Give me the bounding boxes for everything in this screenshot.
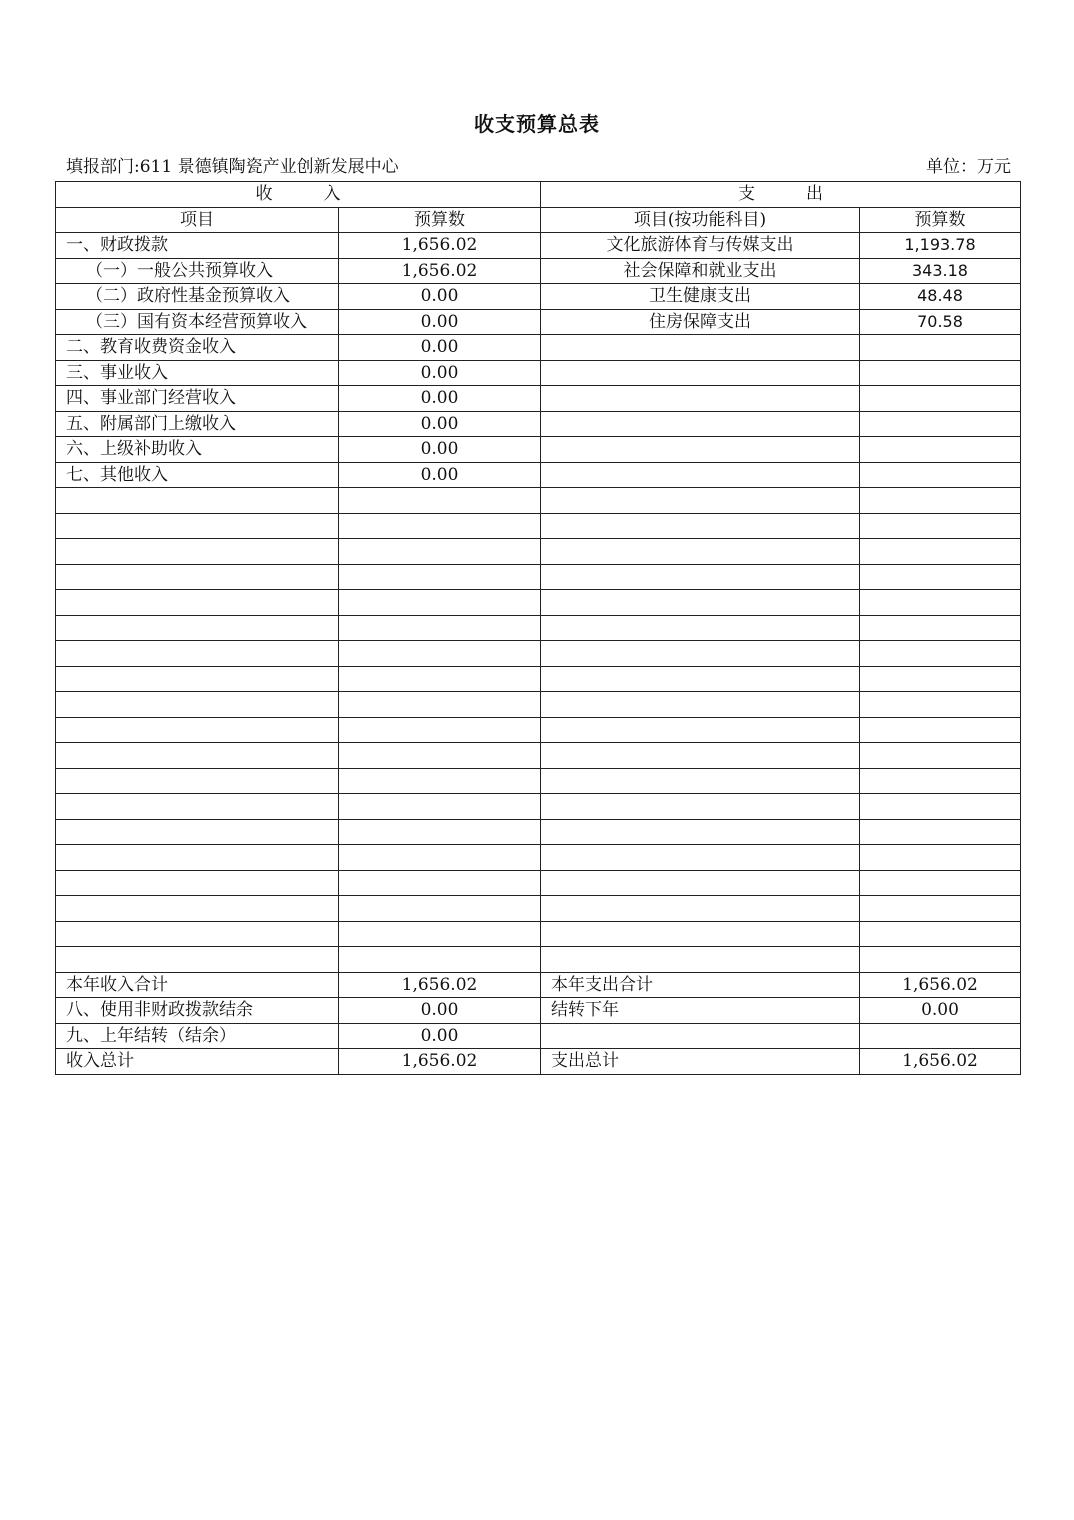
table-row <box>56 462 1021 488</box>
department-label: 填报部门:611 景德镇陶瓷产业创新发展中心 <box>66 157 399 177</box>
expense-amount-cell: 48.48 <box>860 284 1021 310</box>
empty-row <box>56 819 1021 845</box>
empty-row <box>56 794 1021 820</box>
income-item-cell: 二、教育收费资金收入 <box>56 335 339 361</box>
income-amount-cell: 0.00 <box>339 462 541 488</box>
income-amount-cell: 0.00 <box>339 1023 541 1049</box>
empty-row <box>56 539 1021 565</box>
page-title: 收支预算总表 <box>474 112 600 136</box>
empty-row <box>56 488 1021 514</box>
total-row <box>56 1049 1021 1075</box>
expense-group-header: 支 出 <box>541 182 1021 208</box>
report-meta <box>66 152 1011 176</box>
income-amount-cell: 1,656.02 <box>339 1049 541 1075</box>
income-item-cell: 一、财政拨款 <box>56 233 339 259</box>
expense-item-cell: 文化旅游体育与传媒支出 <box>541 233 860 259</box>
expense-item-cell: 卫生健康支出 <box>541 284 860 310</box>
empty-row <box>56 564 1021 590</box>
expense-amount-cell <box>860 335 1021 361</box>
expense-item-header: 项目(按功能科目) <box>541 207 860 233</box>
expense-item-cell <box>541 437 860 463</box>
income-group-header: 收 入 <box>56 182 541 208</box>
expense-amount-cell: 70.58 <box>860 309 1021 335</box>
expense-amount-cell: 1,656.02 <box>860 972 1021 998</box>
table-row <box>56 411 1021 437</box>
income-item-header: 项目 <box>56 207 339 233</box>
income-amount-cell: 0.00 <box>339 360 541 386</box>
unit-label: 单位：万元 <box>926 157 1011 177</box>
income-item-cell: 八、使用非财政拨款结余 <box>56 998 339 1024</box>
expense-amount-cell <box>860 437 1021 463</box>
total-row <box>56 1023 1021 1049</box>
empty-row <box>56 743 1021 769</box>
income-amount-header: 预算数 <box>339 207 541 233</box>
income-amount-cell: 0.00 <box>339 411 541 437</box>
total-row <box>56 998 1021 1024</box>
empty-row <box>56 870 1021 896</box>
income-amount-cell: 0.00 <box>339 386 541 412</box>
expense-amount-cell <box>860 411 1021 437</box>
income-item-cell: （二）政府性基金预算收入 <box>56 284 339 310</box>
empty-row <box>56 845 1021 871</box>
expense-item-cell: 支出总计 <box>541 1049 860 1075</box>
income-amount-cell: 0.00 <box>339 998 541 1024</box>
expense-item-cell <box>541 386 860 412</box>
empty-row <box>56 947 1021 973</box>
income-item-cell: 三、事业收入 <box>56 360 339 386</box>
empty-row <box>56 615 1021 641</box>
expense-amount-header: 预算数 <box>860 207 1021 233</box>
expense-item-cell: 住房保障支出 <box>541 309 860 335</box>
income-item-cell: 本年收入合计 <box>56 972 339 998</box>
income-item-cell: 九、上年结转（结余） <box>56 1023 339 1049</box>
income-amount-cell: 1,656.02 <box>339 233 541 259</box>
income-item-cell: 七、其他收入 <box>56 462 339 488</box>
table-row <box>56 437 1021 463</box>
empty-row <box>56 692 1021 718</box>
expense-amount-cell <box>860 386 1021 412</box>
expense-amount-cell: 343.18 <box>860 258 1021 284</box>
table-row <box>56 335 1021 361</box>
empty-row <box>56 513 1021 539</box>
budget-table <box>55 181 1021 1075</box>
expense-amount-cell: 1,193.78 <box>860 233 1021 259</box>
total-row <box>56 972 1021 998</box>
expense-item-cell <box>541 335 860 361</box>
expense-item-cell: 结转下年 <box>541 998 860 1024</box>
column-header-row <box>56 207 1021 233</box>
table-row <box>56 258 1021 284</box>
income-amount-cell: 1,656.02 <box>339 972 541 998</box>
income-item-cell: （三）国有资本经营预算收入 <box>56 309 339 335</box>
income-item-cell: （一）一般公共预算收入 <box>56 258 339 284</box>
expense-amount-cell <box>860 360 1021 386</box>
expense-amount-cell <box>860 462 1021 488</box>
empty-row <box>56 717 1021 743</box>
expense-item-cell: 本年支出合计 <box>541 972 860 998</box>
income-item-cell: 四、事业部门经营收入 <box>56 386 339 412</box>
income-item-cell: 六、上级补助收入 <box>56 437 339 463</box>
expense-item-cell <box>541 1023 860 1049</box>
table-row <box>56 309 1021 335</box>
income-amount-cell: 1,656.02 <box>339 258 541 284</box>
table-row <box>56 360 1021 386</box>
income-amount-cell: 0.00 <box>339 284 541 310</box>
empty-row <box>56 590 1021 616</box>
expense-item-cell <box>541 462 860 488</box>
expense-amount-cell <box>860 1023 1021 1049</box>
expense-item-cell <box>541 360 860 386</box>
income-item-cell: 收入总计 <box>56 1049 339 1075</box>
income-item-cell: 五、附属部门上缴收入 <box>56 411 339 437</box>
income-amount-cell: 0.00 <box>339 309 541 335</box>
empty-row <box>56 768 1021 794</box>
expense-amount-cell: 0.00 <box>860 998 1021 1024</box>
group-header-row <box>56 182 1021 208</box>
empty-row <box>56 896 1021 922</box>
income-amount-cell: 0.00 <box>339 437 541 463</box>
income-amount-cell: 0.00 <box>339 335 541 361</box>
expense-item-cell: 社会保障和就业支出 <box>541 258 860 284</box>
table-row <box>56 386 1021 412</box>
table-row <box>56 284 1021 310</box>
expense-item-cell <box>541 411 860 437</box>
expense-amount-cell: 1,656.02 <box>860 1049 1021 1075</box>
empty-row <box>56 921 1021 947</box>
table-row <box>56 233 1021 259</box>
empty-row <box>56 641 1021 667</box>
empty-row <box>56 666 1021 692</box>
